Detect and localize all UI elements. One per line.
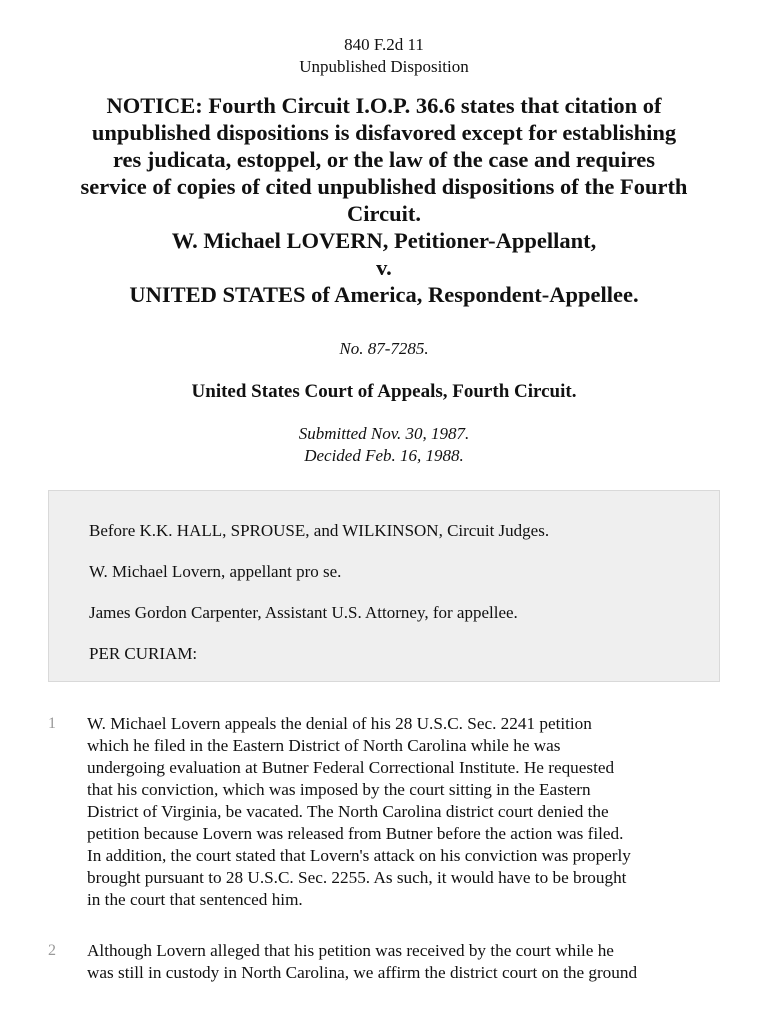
paragraph-line: was still in custody in North Carolina, we affirm the district court on the ground xyxy=(87,963,638,982)
paragraph-number: 1 xyxy=(48,715,56,732)
disposition-type: Unpublished Disposition xyxy=(299,57,469,76)
paragraph-line: petition because Lovern was released from Butner before the action was filed. xyxy=(87,824,624,843)
paragraph-line: Although Lovern alleged that his petition was received by the court while he xyxy=(87,941,614,960)
notice-line: NOTICE: Fourth Circuit I.O.P. 36.6 states that citation of xyxy=(106,93,662,118)
notice-line: Circuit. xyxy=(347,201,421,226)
per-curiam-line: PER CURIAM: xyxy=(89,644,198,663)
decided-date: Decided Feb. 16, 1988. xyxy=(304,446,464,465)
paragraph-line: that his conviction, which was imposed by the court sitting in the Eastern xyxy=(87,780,591,799)
appellant-caption: W. Michael LOVERN, Petitioner-Appellant, xyxy=(171,228,597,253)
docket-number: No. 87-7285. xyxy=(339,339,429,358)
paragraph-line: undergoing evaluation at Butner Federal Correctional Institute. He requested xyxy=(87,758,615,777)
notice-line: unpublished dispositions is disfavored except for establishing xyxy=(91,120,677,145)
panel-box xyxy=(48,490,720,682)
case-dates xyxy=(0,423,768,467)
court-name: United States Court of Appeals, Fourth Circuit. xyxy=(191,381,577,402)
appellee-caption: UNITED STATES of America, Respondent-Appellee. xyxy=(129,282,639,307)
appellant-counsel-line: W. Michael Lovern, appellant pro se. xyxy=(89,562,342,581)
paragraph-text xyxy=(87,713,727,911)
paragraph-line: which he filed in the Eastern District of North Carolina while he was xyxy=(87,736,561,755)
reporter-citation: 840 F.2d 11 xyxy=(344,35,424,54)
paragraph-line: District of Virginia, be vacated. The North Carolina district court denied the xyxy=(87,802,609,821)
paragraph-text xyxy=(87,940,727,984)
paragraph-line: in the court that sentenced him. xyxy=(87,890,303,909)
paragraph-number: 2 xyxy=(48,942,56,959)
notice-line: res judicata, estoppel, or the law of the case and requires xyxy=(112,147,656,172)
submitted-date: Submitted Nov. 30, 1987. xyxy=(298,424,470,443)
notice-line: service of copies of cited unpublished dispositions of the Fourth xyxy=(80,174,688,199)
notice-and-caption xyxy=(40,92,728,308)
case-citation-header xyxy=(0,0,768,78)
paragraph-line: In addition, the court stated that Lovern's attack on his conviction was properly xyxy=(87,846,631,865)
judges-line: Before K.K. HALL, SPROUSE, and WILKINSON, Circuit Judges. xyxy=(89,521,550,540)
versus-caption: v. xyxy=(376,255,392,280)
paragraph-line: W. Michael Lovern appeals the denial of his 28 U.S.C. Sec. 2241 petition xyxy=(87,714,592,733)
paragraph-line: brought pursuant to 28 U.S.C. Sec. 2255. As such, it would have to be brought xyxy=(87,868,627,887)
appellee-counsel-line: James Gordon Carpenter, Assistant U.S. Attorney, for appellee. xyxy=(89,603,518,622)
